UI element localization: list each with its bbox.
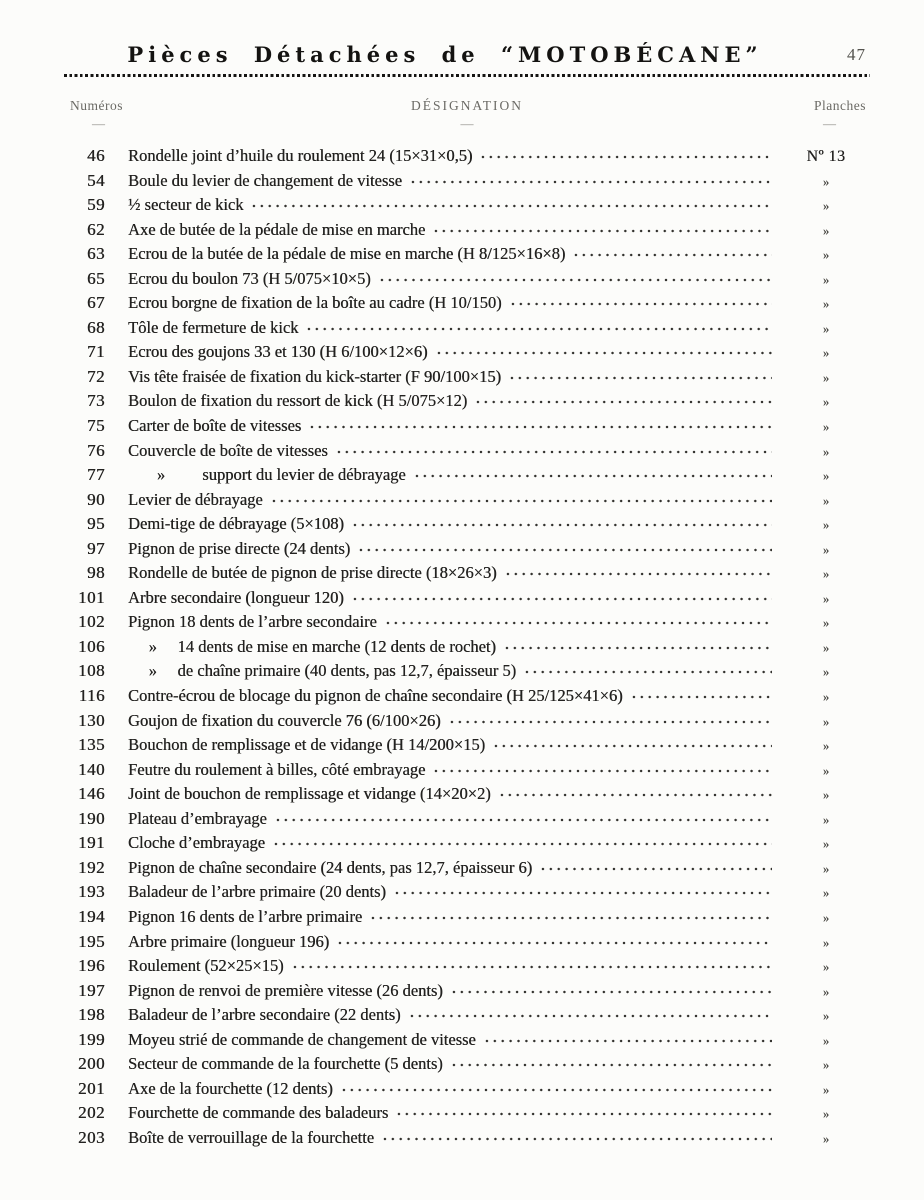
dot-leader xyxy=(498,792,772,798)
row-designation-text: Pignon 16 dents de l’arbre primaire xyxy=(128,906,363,926)
row-planche: » xyxy=(822,297,830,312)
dotted-rule xyxy=(64,73,870,78)
header-dash: — xyxy=(823,116,836,131)
row-planche: » xyxy=(822,935,830,950)
table-row xyxy=(64,391,870,416)
table-row xyxy=(64,1054,870,1079)
column-header-planches: Planches — xyxy=(740,98,870,132)
table-row xyxy=(64,760,870,785)
row-part-number: 95 xyxy=(87,514,105,534)
dot-leader xyxy=(335,449,772,455)
table-row xyxy=(64,809,870,834)
row-part-number: 108 xyxy=(78,661,105,681)
row-part-number: 202 xyxy=(78,1103,105,1123)
row-planche: » xyxy=(822,567,830,582)
row-designation xyxy=(105,1054,782,1074)
dot-leader xyxy=(308,424,772,430)
table-row xyxy=(64,367,870,392)
row-part-number: 62 xyxy=(87,219,105,239)
row-part-number: 90 xyxy=(87,489,105,509)
table-row xyxy=(64,539,870,564)
row-planche: » xyxy=(822,420,830,435)
row-designation-text: Pignon de chaîne secondaire (24 dents, pas 12,7, épaisseur 6) xyxy=(128,857,533,877)
row-designation-text: Carter de boîte de vitesses xyxy=(128,416,302,436)
row-part-number: 116 xyxy=(78,686,105,706)
row-planche: » xyxy=(822,763,830,778)
row-designation-text: Contre-écrou de blocage du pignon de chaîne secondaire (H 25/125×41×6) xyxy=(128,686,623,706)
row-designation-text: Demi-tige de débrayage (5×108) xyxy=(128,514,344,534)
table-row xyxy=(64,244,870,269)
row-planche: » xyxy=(822,223,830,238)
row-planche: » xyxy=(822,1058,830,1073)
row-designation xyxy=(105,441,782,461)
page-content xyxy=(64,0,870,1152)
row-designation xyxy=(105,637,782,657)
table-row xyxy=(64,342,870,367)
dot-leader xyxy=(369,915,772,921)
table-row xyxy=(64,882,870,907)
table-row xyxy=(64,588,870,613)
table-body xyxy=(64,146,870,1152)
row-planche: » xyxy=(822,272,830,287)
row-designation xyxy=(105,342,782,362)
row-planche: » xyxy=(822,886,830,901)
table-row xyxy=(64,1030,870,1055)
table-row xyxy=(64,833,870,858)
row-part-number: 130 xyxy=(78,710,105,730)
dot-leader xyxy=(435,350,772,356)
row-planche: » xyxy=(822,665,830,680)
row-designation-text: Levier de débrayage xyxy=(128,489,263,509)
row-part-number: 63 xyxy=(87,244,105,264)
table-row xyxy=(64,416,870,441)
row-designation xyxy=(105,465,782,485)
row-designation xyxy=(105,1128,782,1148)
table-row xyxy=(64,490,870,515)
row-part-number: 59 xyxy=(87,195,105,215)
row-part-number: 71 xyxy=(87,342,105,362)
row-part-number: 73 xyxy=(87,391,105,411)
table-row xyxy=(64,956,870,981)
row-part-number: 195 xyxy=(78,931,105,951)
row-designation-text: Plateau d’embrayage xyxy=(128,808,267,828)
row-part-number: 192 xyxy=(78,857,105,877)
row-designation xyxy=(105,391,782,411)
row-part-number: 54 xyxy=(87,170,105,190)
dot-leader xyxy=(508,375,772,381)
row-planche: » xyxy=(822,984,830,999)
table-row xyxy=(64,318,870,343)
row-part-number: 101 xyxy=(78,587,105,607)
row-planche: » xyxy=(822,395,830,410)
table-row xyxy=(64,220,870,245)
dot-leader xyxy=(340,1087,772,1093)
dot-leader xyxy=(409,179,772,185)
dot-leader xyxy=(539,866,772,872)
dot-leader xyxy=(504,571,772,577)
row-part-number: 190 xyxy=(78,808,105,828)
row-part-number: 197 xyxy=(78,980,105,1000)
row-part-number: 193 xyxy=(78,882,105,902)
dot-leader xyxy=(408,1013,772,1019)
row-planche: » xyxy=(822,960,830,975)
row-designation-text: Roulement (52×25×15) xyxy=(128,956,284,976)
row-planche: » xyxy=(822,812,830,827)
row-planche: » xyxy=(822,469,830,484)
row-designation-text: Pignon de renvoi de première vitesse (26 dents) xyxy=(128,980,443,1000)
row-designation-text: Boulon de fixation du ressort de kick (H 5/075×12) xyxy=(128,391,468,411)
row-planche: » xyxy=(822,739,830,754)
dot-leader xyxy=(630,694,772,700)
table-row xyxy=(64,661,870,686)
row-designation xyxy=(105,195,782,215)
row-designation-text: Tôle de fermeture de kick xyxy=(128,317,299,337)
masthead xyxy=(64,42,870,70)
dot-leader xyxy=(393,890,772,896)
table-row xyxy=(64,171,870,196)
dot-leader xyxy=(357,547,772,553)
row-planche: » xyxy=(822,714,830,729)
row-designation xyxy=(105,760,782,780)
row-part-number: 146 xyxy=(78,784,105,804)
table-row xyxy=(64,1005,870,1030)
page-number: 47 xyxy=(847,45,866,64)
row-planche: » xyxy=(822,640,830,655)
row-part-number: 77 xyxy=(87,465,105,485)
table-row xyxy=(64,146,870,171)
row-part-number: 98 xyxy=(87,563,105,583)
table-row xyxy=(64,981,870,1006)
row-designation-text: Moyeu strié de commande de changement de vitesse xyxy=(128,1029,476,1049)
table-row xyxy=(64,784,870,809)
row-designation xyxy=(105,1005,782,1025)
row-planche: » xyxy=(822,1033,830,1048)
row-planche: » xyxy=(822,616,830,631)
table-row xyxy=(64,195,870,220)
dot-leader xyxy=(479,154,772,160)
column-header-numeros: Numéros — xyxy=(64,98,194,132)
table-row xyxy=(64,293,870,318)
row-designation-text: Arbre secondaire (longueur 120) xyxy=(128,587,344,607)
row-part-number: 67 xyxy=(87,293,105,313)
row-planche: » xyxy=(822,542,830,557)
table-row xyxy=(64,1103,870,1128)
table-row xyxy=(64,1128,870,1153)
row-part-number: 198 xyxy=(78,1005,105,1025)
dot-leader xyxy=(250,203,772,209)
row-part-number: 199 xyxy=(78,1029,105,1049)
row-planche: » xyxy=(822,591,830,606)
row-designation xyxy=(105,858,782,878)
row-designation xyxy=(105,318,782,338)
row-planche: » xyxy=(822,1082,830,1097)
table-row xyxy=(64,711,870,736)
table-row xyxy=(64,563,870,588)
row-planche: » xyxy=(822,1009,830,1024)
table-row xyxy=(64,932,870,957)
row-planche: Nº 13 xyxy=(806,148,846,165)
table-row xyxy=(64,612,870,637)
dot-leader xyxy=(272,841,772,847)
row-planche: » xyxy=(822,444,830,459)
dot-leader xyxy=(381,1136,772,1142)
row-designation xyxy=(105,981,782,1001)
dot-leader xyxy=(523,669,772,675)
row-designation-text: Rondelle de butée de pignon de prise directe (18×26×3) xyxy=(128,563,497,583)
row-designation-text: Feutre du roulement à billes, côté embrayage xyxy=(128,759,426,779)
column-headers xyxy=(64,98,870,132)
dot-leader xyxy=(351,596,772,602)
row-part-number: 203 xyxy=(78,1127,105,1147)
row-planche: » xyxy=(822,861,830,876)
row-designation-text: Baladeur de l’arbre primaire (20 dents) xyxy=(128,882,386,902)
row-designation-text: Pignon de prise directe (24 dents) xyxy=(128,538,351,558)
row-designation xyxy=(105,735,782,755)
table-row xyxy=(64,637,870,662)
row-designation xyxy=(105,686,782,706)
row-designation xyxy=(105,882,782,902)
row-part-number: 135 xyxy=(78,735,105,755)
row-designation xyxy=(105,956,782,976)
row-designation-text: Arbre primaire (longueur 196) xyxy=(128,931,330,951)
row-designation-text: Couvercle de boîte de vitesses xyxy=(128,440,328,460)
row-designation xyxy=(105,711,782,731)
row-designation xyxy=(105,367,782,387)
dot-leader xyxy=(483,1038,772,1044)
dot-leader xyxy=(384,620,772,626)
row-designation xyxy=(105,269,782,289)
table-row xyxy=(64,858,870,883)
row-planche: » xyxy=(822,174,830,189)
row-designation-text: » de chaîne primaire (40 dents, pas 12,7, épaisseur 5) xyxy=(128,661,517,681)
row-designation-text: Cloche d’embrayage xyxy=(128,833,265,853)
row-designation-text: Goujon de fixation du couvercle 76 (6/100×26) xyxy=(128,710,441,730)
table-row xyxy=(64,686,870,711)
row-designation xyxy=(105,293,782,313)
row-part-number: 68 xyxy=(87,317,105,337)
row-designation xyxy=(105,1103,782,1123)
dot-leader xyxy=(270,498,772,504)
row-designation xyxy=(105,146,782,166)
row-designation-text: Boîte de verrouillage de la fourchette xyxy=(128,1127,375,1147)
row-planche: » xyxy=(822,199,830,214)
row-planche: » xyxy=(822,1107,830,1122)
row-planche: » xyxy=(822,321,830,336)
row-designation xyxy=(105,809,782,829)
header-dash: — xyxy=(92,116,105,131)
row-planche: » xyxy=(822,690,830,705)
row-designation-text: Ecrou du boulon 73 (H 5/075×10×5) xyxy=(128,268,371,288)
row-designation xyxy=(105,563,782,583)
dot-leader xyxy=(572,252,772,258)
row-designation-text: Boule du levier de changement de vitesse xyxy=(128,170,402,190)
row-designation xyxy=(105,514,782,534)
row-designation-text: » 14 dents de mise en marche (12 dents de rochet) xyxy=(128,636,496,656)
row-part-number: 97 xyxy=(87,538,105,558)
dot-leader xyxy=(413,473,772,479)
dot-leader xyxy=(378,277,772,283)
row-designation-text: » support du levier de débrayage xyxy=(128,465,406,485)
row-designation-text: Baladeur de l’arbre secondaire (22 dents) xyxy=(128,1005,401,1025)
row-planche: » xyxy=(822,910,830,925)
row-designation xyxy=(105,1030,782,1050)
table-row xyxy=(64,465,870,490)
row-designation-text: Ecrou des goujons 33 et 130 (H 6/100×12×6) xyxy=(128,342,428,362)
row-part-number: 200 xyxy=(78,1054,105,1074)
row-part-number: 65 xyxy=(87,268,105,288)
row-designation xyxy=(105,932,782,952)
dot-leader xyxy=(509,301,772,307)
row-designation xyxy=(105,588,782,608)
table-row xyxy=(64,441,870,466)
row-designation xyxy=(105,244,782,264)
row-designation-text: Fourchette de commande des baladeurs xyxy=(128,1103,389,1123)
row-designation xyxy=(105,833,782,853)
row-designation xyxy=(105,661,782,681)
dot-leader xyxy=(448,719,772,725)
row-designation-text: Axe de la fourchette (12 dents) xyxy=(128,1078,333,1098)
row-designation-text: Ecrou borgne de fixation de la boîte au cadre (H 10/150) xyxy=(128,293,502,313)
row-designation xyxy=(105,1079,782,1099)
row-designation-text: Rondelle joint d’huile du roulement 24 (15×31×0,5) xyxy=(128,146,473,165)
dot-leader xyxy=(503,645,772,651)
row-part-number: 102 xyxy=(78,612,105,632)
row-part-number: 46 xyxy=(87,146,105,165)
dot-leader xyxy=(432,768,772,774)
row-designation-text: Bouchon de remplissage et de vidange (H 14/200×15) xyxy=(128,735,486,755)
dot-leader xyxy=(432,228,772,234)
column-header-designation: DÉSIGNATION — xyxy=(194,98,740,132)
table-row xyxy=(64,1079,870,1104)
dot-leader xyxy=(291,964,772,970)
dot-leader xyxy=(492,743,772,749)
dot-leader xyxy=(274,817,772,823)
row-designation-text: Vis tête fraisée de fixation du kick-starter (F 90/100×15) xyxy=(128,366,502,386)
row-planche: » xyxy=(822,518,830,533)
row-designation xyxy=(105,539,782,559)
row-designation xyxy=(105,907,782,927)
row-designation-text: Joint de bouchon de remplissage et vidange (14×20×2) xyxy=(128,784,491,804)
dot-leader xyxy=(395,1111,772,1117)
row-designation-text: Axe de butée de la pédale de mise en marche xyxy=(128,219,426,239)
row-designation-text: ½ secteur de kick xyxy=(128,195,244,215)
row-planche: » xyxy=(822,837,830,852)
row-planche: » xyxy=(822,248,830,263)
row-designation-text: Secteur de commande de la fourchette (5 dents) xyxy=(128,1054,443,1074)
row-planche: » xyxy=(822,370,830,385)
table-row xyxy=(64,735,870,760)
row-designation xyxy=(105,220,782,240)
row-part-number: 106 xyxy=(78,636,105,656)
dot-leader xyxy=(474,399,772,405)
row-part-number: 76 xyxy=(87,440,105,460)
table-row xyxy=(64,514,870,539)
header-dash: — xyxy=(460,116,474,131)
row-planche: » xyxy=(822,346,830,361)
dot-leader xyxy=(351,522,772,528)
row-part-number: 75 xyxy=(87,416,105,436)
row-planche: » xyxy=(822,788,830,803)
row-part-number: 191 xyxy=(78,833,105,853)
row-part-number: 72 xyxy=(87,366,105,386)
row-planche: » xyxy=(822,1131,830,1146)
dot-leader xyxy=(336,940,772,946)
dot-leader xyxy=(305,326,772,332)
row-designation-text: Ecrou de la butée de la pédale de mise en marche (H 8/125×16×8) xyxy=(128,244,566,264)
page-title: Pièces Détachées de “MOTOBÉCANE” xyxy=(127,42,763,67)
row-part-number: 194 xyxy=(78,906,105,926)
dot-leader xyxy=(450,989,772,995)
table-row xyxy=(64,907,870,932)
row-part-number: 140 xyxy=(78,759,105,779)
row-part-number: 196 xyxy=(78,956,105,976)
row-part-number: 201 xyxy=(78,1078,105,1098)
table-row xyxy=(64,269,870,294)
row-planche: » xyxy=(822,493,830,508)
dot-leader xyxy=(450,1062,772,1068)
row-designation xyxy=(105,490,782,510)
row-designation xyxy=(105,612,782,632)
row-designation-text: Pignon 18 dents de l’arbre secondaire xyxy=(128,612,377,632)
row-designation xyxy=(105,784,782,804)
row-designation xyxy=(105,171,782,191)
row-designation xyxy=(105,416,782,436)
